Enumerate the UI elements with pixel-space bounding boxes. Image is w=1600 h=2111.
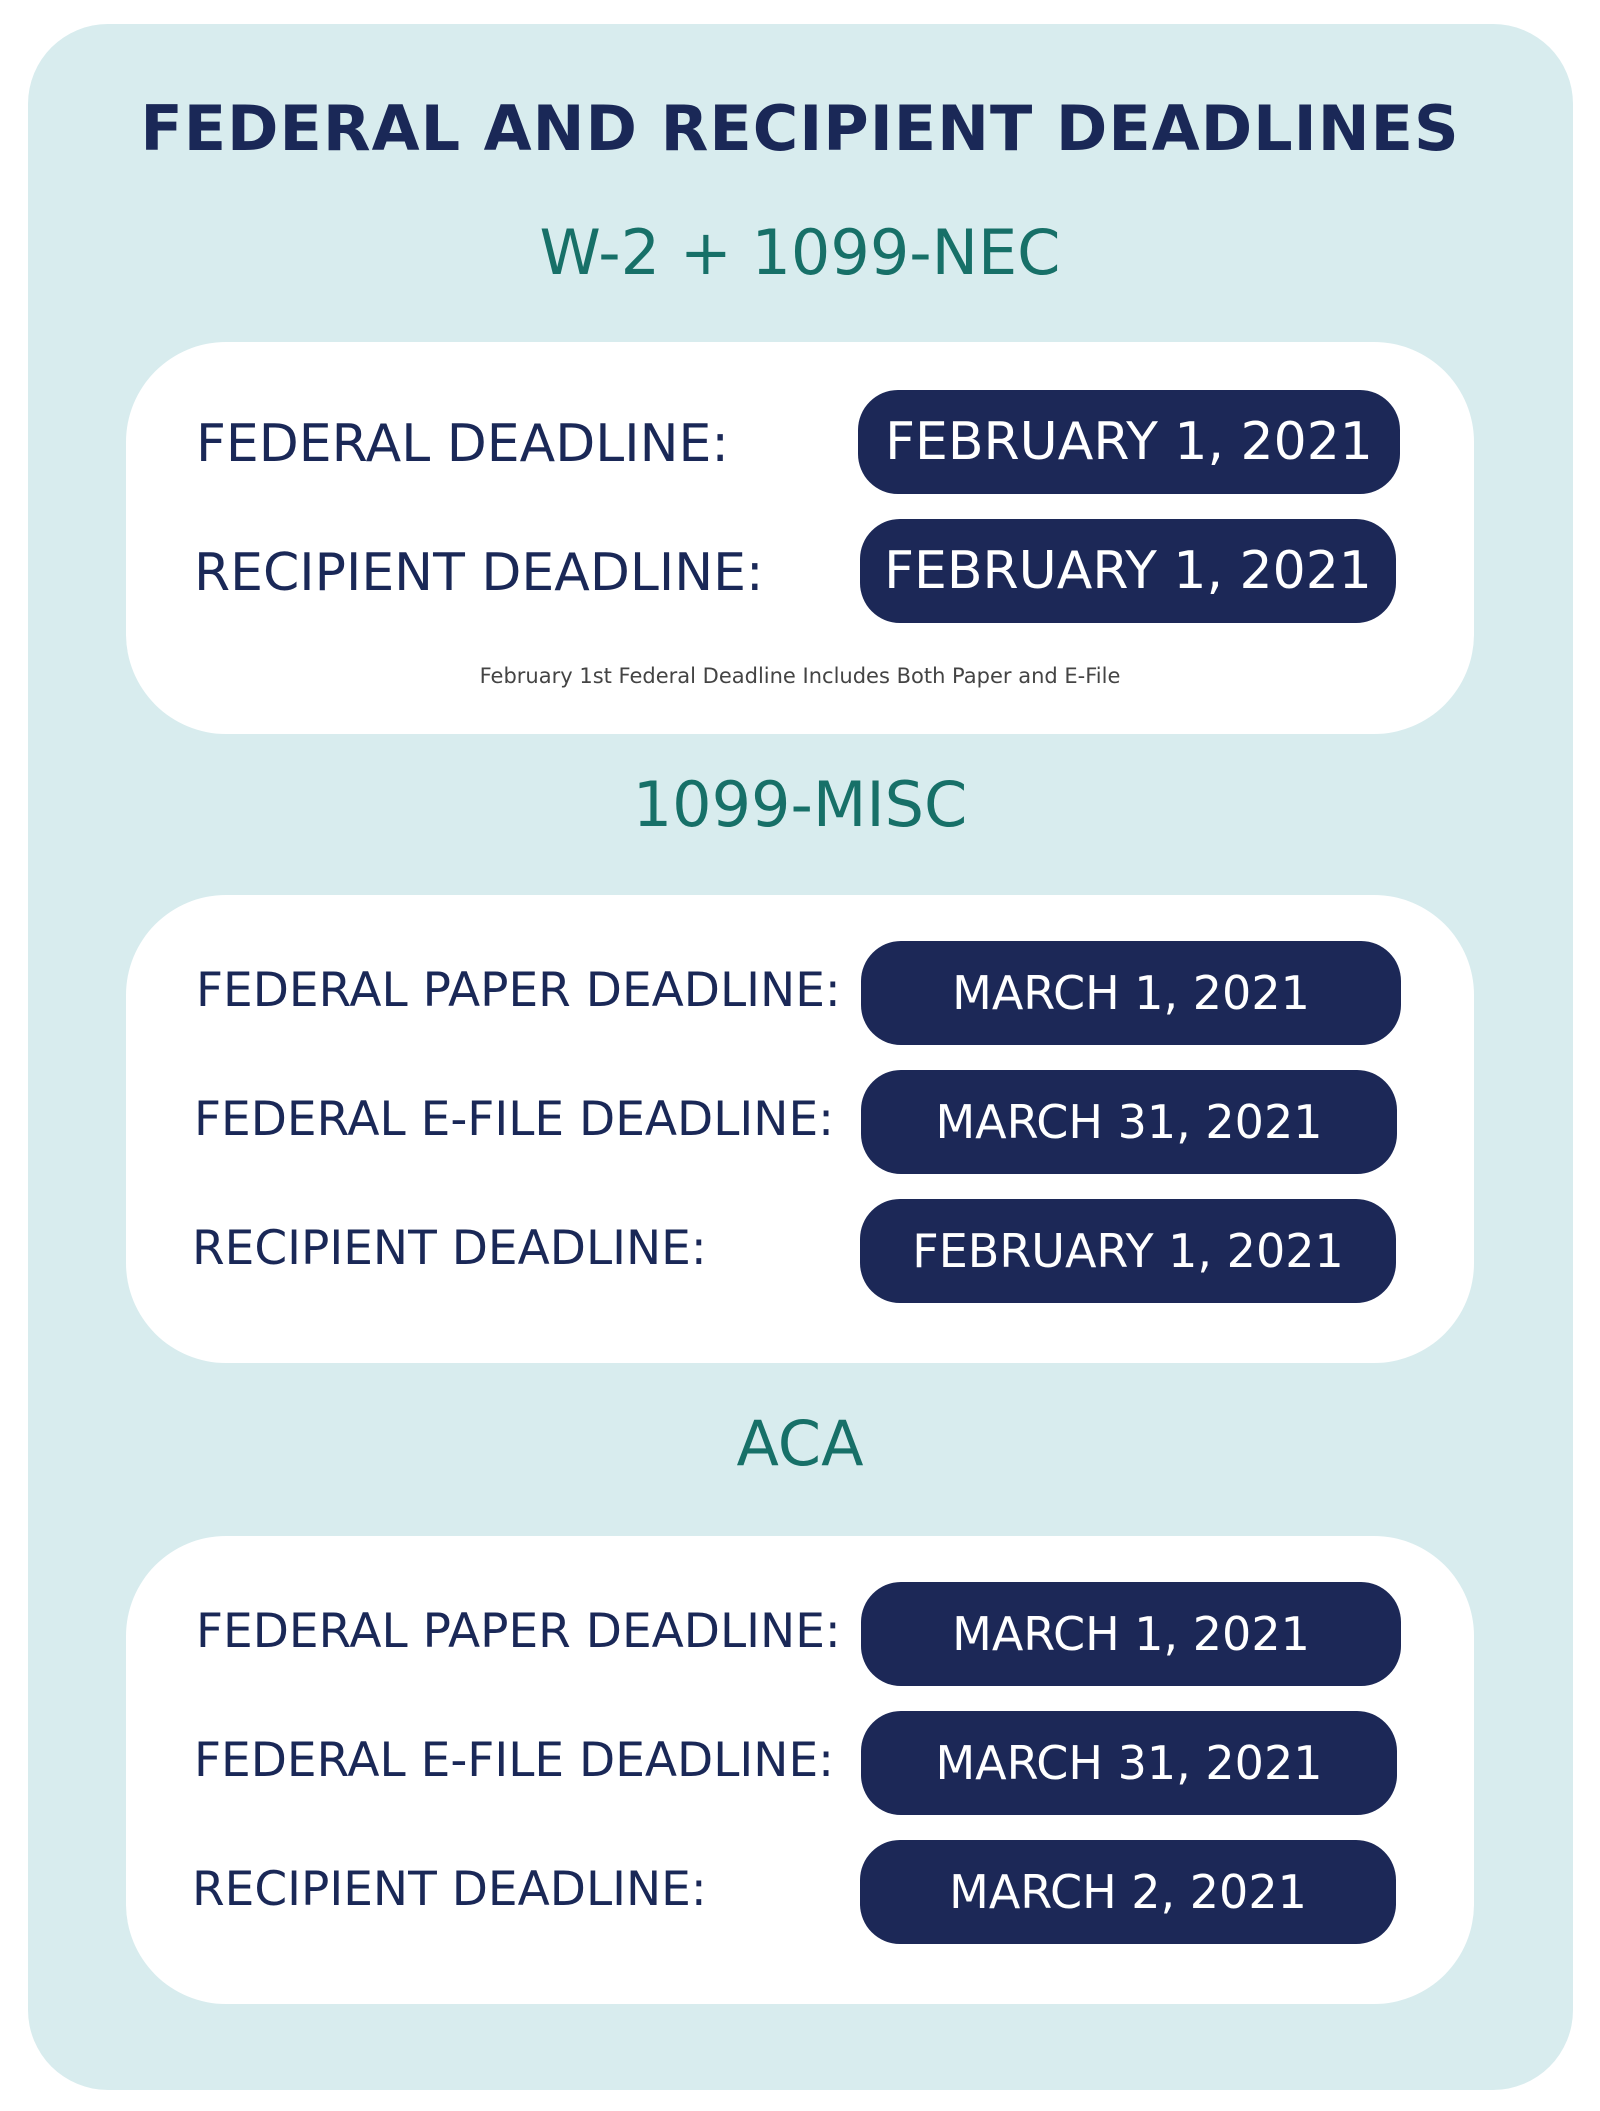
deadline-date-pill: FEBRUARY 1, 2021 xyxy=(860,519,1396,623)
section-heading-1099-misc: 1099-MISC xyxy=(632,768,968,841)
deadline-date-pill: MARCH 2, 2021 xyxy=(860,1840,1396,1944)
row-label: FEDERAL PAPER DEADLINE: xyxy=(196,1604,841,1659)
section-heading-aca: ACA xyxy=(736,1407,864,1480)
row-label: FEDERAL PAPER DEADLINE: xyxy=(196,963,841,1018)
deadline-date-pill: MARCH 31, 2021 xyxy=(861,1711,1397,1815)
row-label: RECIPIENT DEADLINE: xyxy=(192,1862,707,1917)
page-title: FEDERAL AND RECIPIENT DEADLINES xyxy=(140,92,1460,165)
row-label: RECIPIENT DEADLINE: xyxy=(194,543,764,603)
footnote: February 1st Federal Deadline Includes Both Paper and E-File xyxy=(479,664,1121,688)
deadline-date-pill: FEBRUARY 1, 2021 xyxy=(860,1199,1396,1303)
deadline-date-pill: MARCH 1, 2021 xyxy=(861,941,1401,1045)
row-label: FEDERAL DEADLINE: xyxy=(196,414,729,474)
card-aca xyxy=(126,1536,1474,2004)
deadline-date-pill: MARCH 1, 2021 xyxy=(861,1582,1401,1686)
section-heading-w2-1099-nec: W-2 + 1099-NEC xyxy=(539,216,1061,289)
row-label: RECIPIENT DEADLINE: xyxy=(192,1221,707,1276)
deadline-date-pill: MARCH 31, 2021 xyxy=(861,1070,1397,1174)
card-w2-1099-nec xyxy=(126,342,1474,734)
card-1099-misc xyxy=(126,895,1474,1363)
deadline-date-pill: FEBRUARY 1, 2021 xyxy=(858,390,1400,494)
row-label: FEDERAL E-FILE DEADLINE: xyxy=(194,1092,834,1147)
row-label: FEDERAL E-FILE DEADLINE: xyxy=(194,1733,834,1788)
